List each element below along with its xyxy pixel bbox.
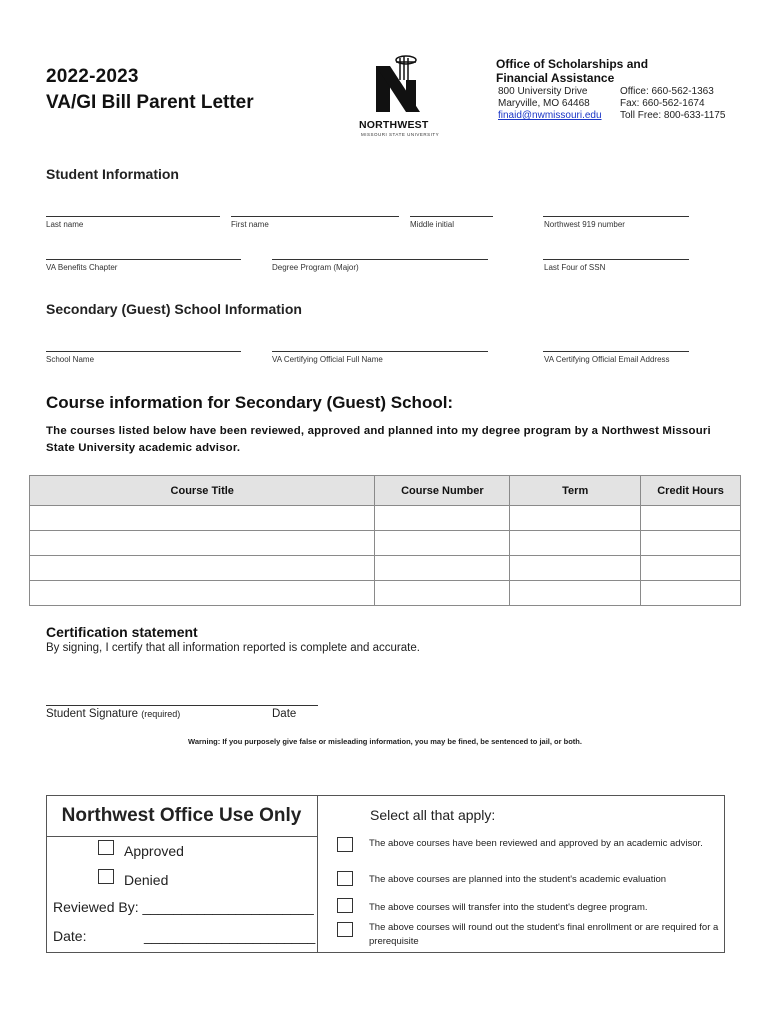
col-course-title: Course Title — [30, 476, 375, 506]
official-name-field[interactable] — [272, 351, 488, 352]
office-email-link[interactable]: finaid@nwmissouri.edu — [498, 110, 602, 121]
logo-wordmark: NORTHWEST — [359, 119, 429, 131]
approved-checkbox[interactable] — [98, 840, 114, 855]
ssn-field[interactable] — [543, 259, 689, 260]
office-date-label: Date: — [53, 928, 87, 944]
guest-school-heading: Secondary (Guest) School Information — [46, 301, 302, 317]
logo-subtitle: MISSOURI STATE UNIVERSITY — [361, 132, 440, 137]
certification-heading: Certification statement — [46, 624, 198, 640]
middle-initial-label: Middle initial — [410, 220, 455, 229]
table-cell[interactable] — [30, 531, 375, 556]
student-info-heading: Student Information — [46, 166, 179, 182]
table-row — [30, 531, 741, 556]
official-email-label: VA Certifying Official Email Address — [544, 355, 670, 364]
nw919-label: Northwest 919 number — [544, 220, 625, 229]
office-fax: Fax: 660-562-1674 — [620, 98, 705, 109]
office-title: Office of Scholarships and Financial Assistance — [496, 57, 649, 85]
last-name-field[interactable] — [46, 216, 220, 217]
first-name-label: First name — [231, 220, 269, 229]
signature-label-text: Student Signature — [46, 708, 139, 720]
table-cell[interactable] — [641, 581, 741, 606]
item-2-text: The above courses are planned into the student's academic evaluation — [369, 874, 667, 885]
table-cell[interactable] — [641, 506, 741, 531]
table-cell[interactable] — [375, 581, 510, 606]
table-cell[interactable] — [641, 531, 741, 556]
item-3-text: The above courses will transfer into the student's degree program. — [369, 902, 648, 913]
item-3-checkbox[interactable] — [337, 898, 353, 913]
office-date-field[interactable]: ______________________ — [144, 928, 316, 944]
office-use-title: Northwest Office Use Only — [46, 795, 318, 837]
official-name-label: VA Certifying Official Full Name — [272, 355, 383, 364]
table-cell[interactable] — [641, 556, 741, 581]
certification-text: By signing, I certify that all information reported is complete and accurate. — [46, 642, 420, 654]
item-4-text: The above courses will round out the student's final enrollment or are required for a prerequisite — [369, 922, 719, 947]
item-1-text: The above courses have been reviewed and approved by an academic advisor. — [369, 838, 703, 849]
table-cell[interactable] — [375, 531, 510, 556]
table-cell[interactable] — [30, 506, 375, 531]
item-1-checkbox[interactable] — [337, 837, 353, 852]
denied-label: Denied — [124, 872, 169, 888]
col-credit-hours: Credit Hours — [641, 476, 741, 506]
office-address-2: Maryville, MO 64468 — [498, 98, 590, 109]
table-cell[interactable] — [510, 556, 641, 581]
table-row — [30, 506, 741, 531]
degree-program-field[interactable] — [272, 259, 488, 260]
school-name-field[interactable] — [46, 351, 241, 352]
signature-field[interactable] — [46, 705, 318, 706]
table-cell[interactable] — [30, 581, 375, 606]
col-course-number: Course Number — [375, 476, 510, 506]
course-table — [29, 475, 741, 606]
item-4-checkbox[interactable] — [337, 922, 353, 937]
last-name-label: Last name — [46, 220, 84, 229]
signature-date-label: Date — [272, 708, 297, 720]
reviewed-by-field[interactable]: Reviewed By: ______________________ — [53, 899, 314, 915]
warning-text: Warning: If you purposely give false or misleading information, you may be fined, be sentenced to jail, or both. — [188, 737, 582, 746]
va-chapter-field[interactable] — [46, 259, 241, 260]
signature-required: (required) — [141, 709, 181, 719]
select-all-label: Select all that apply: — [370, 807, 496, 823]
item-2-checkbox[interactable] — [337, 871, 353, 886]
table-cell[interactable] — [510, 531, 641, 556]
approved-label: Approved — [124, 843, 184, 859]
table-cell[interactable] — [375, 506, 510, 531]
table-row — [30, 581, 741, 606]
degree-program-label: Degree Program (Major) — [272, 263, 359, 272]
signature-label — [46, 708, 180, 720]
nw919-field[interactable] — [543, 216, 689, 217]
table-row — [30, 556, 741, 581]
ssn-label: Last Four of SSN — [544, 263, 606, 272]
table-cell[interactable] — [30, 556, 375, 581]
office-phone: Office: 660-562-1363 — [620, 86, 714, 97]
office-address-1: 800 University Drive — [498, 86, 588, 97]
school-name-label: School Name — [46, 355, 95, 364]
middle-initial-field[interactable] — [410, 216, 493, 217]
va-chapter-label: VA Benefits Chapter — [46, 263, 118, 272]
col-term: Term — [510, 476, 641, 506]
course-paragraph: The courses listed below have been reviewed, approved and planned into my degree program by a Northwest Missouri State University academic advisor. — [46, 425, 711, 454]
form-title: VA/GI Bill Parent Letter — [46, 92, 254, 113]
official-email-field[interactable] — [543, 351, 689, 352]
denied-checkbox[interactable] — [98, 869, 114, 884]
course-heading: Course information for Secondary (Guest) School: — [46, 393, 454, 412]
table-cell[interactable] — [375, 556, 510, 581]
table-cell[interactable] — [510, 581, 641, 606]
office-tollfree: Toll Free: 800-633-1175 — [620, 110, 726, 121]
form-year: 2022-2023 — [46, 66, 139, 87]
table-cell[interactable] — [510, 506, 641, 531]
first-name-field[interactable] — [231, 216, 399, 217]
